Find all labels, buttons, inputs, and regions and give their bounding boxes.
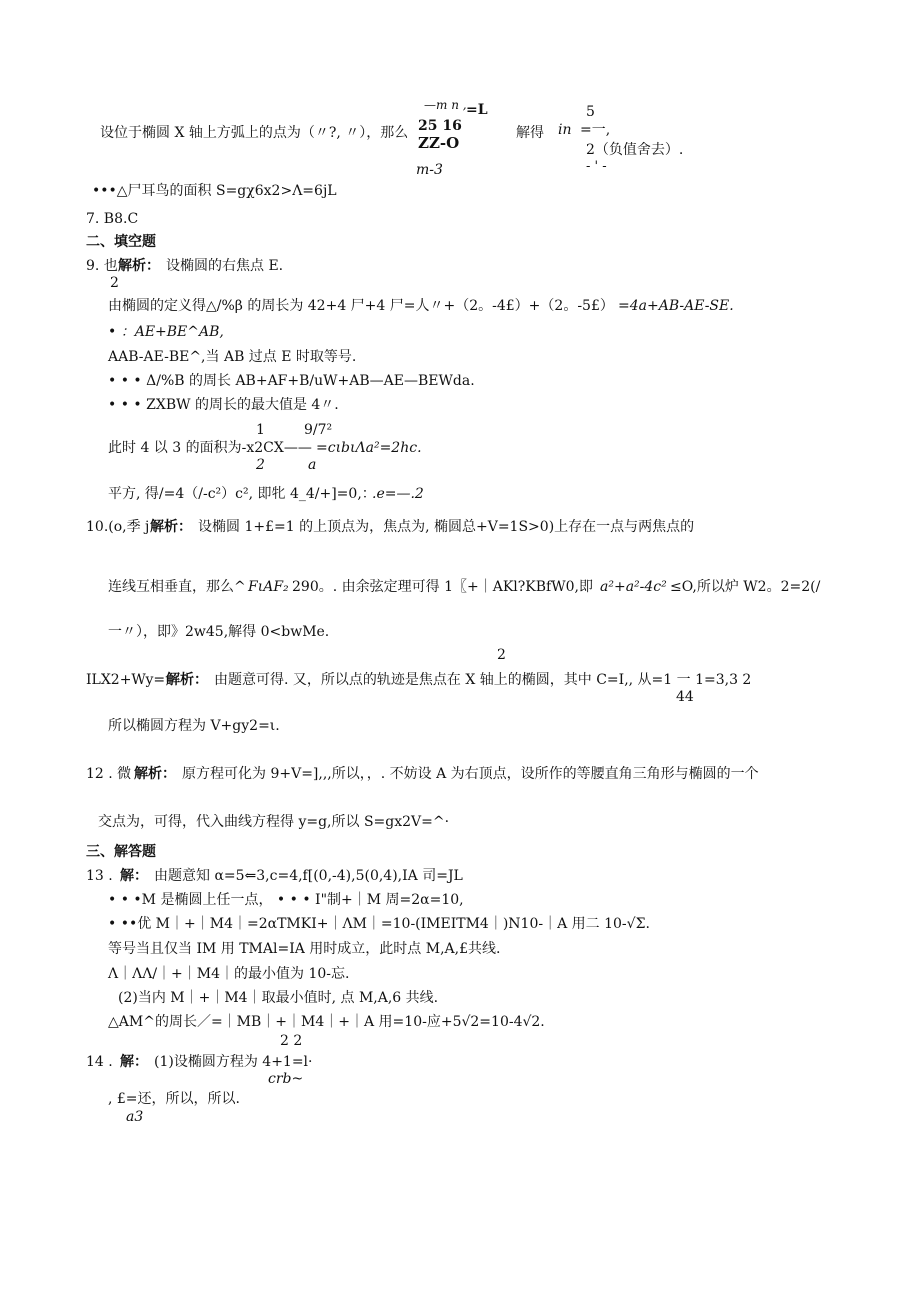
q9-line-3: • ：AE+BE^AB, bbox=[108, 324, 224, 340]
q13-number: 13 . bbox=[86, 868, 113, 884]
fraction-m3-fragment: m-3 bbox=[416, 162, 443, 178]
q12-text: 原方程可化为 9+V=],,,所以，，. 不妨设 A 为右顶点，设所作的等腰直角三角形与椭圆的一个 bbox=[182, 766, 759, 782]
fraction-numerator-fragment: —m n , bbox=[424, 98, 467, 112]
q11-text: 由题意可得. 又，所以点的轨迹是焦点在 X 轴上的椭圆，其中 C=I,, 从=1 一 1=3,3 2 bbox=[214, 672, 752, 688]
solution-equals: =一, bbox=[580, 122, 611, 138]
q9-frac-1: 1 bbox=[256, 422, 265, 438]
q10-text: 设椭圆 1+£=1 的上顶点为，焦点为, 椭圆总+V=1S>0)上存在一点与两焦点的 bbox=[198, 519, 695, 535]
q13-line-3: • ••优 M｜+｜M4｜=2αTMKI+｜ΛM｜=10-(IMEITM4｜)N10-｜A 用二 10-√Σ. bbox=[108, 916, 650, 932]
q14-a3: a3 bbox=[126, 1109, 144, 1125]
q9-line-2a: 由椭圆的定义得△/%β 的周长为 42+4 尸+4 尸=人〃+（2。-4£）+（2。-5£） bbox=[108, 298, 614, 314]
q14-number: 14 . bbox=[86, 1054, 113, 1070]
q9-line-7a: 此时 4 以 3 的面积为-x2CX—— bbox=[108, 440, 312, 456]
q14-two-two: 2 2 bbox=[280, 1033, 303, 1049]
q9-line-5: • • • Δ/%B 的周长 AB+AF+B/uW+AB—AE—BEWda. bbox=[108, 373, 475, 389]
q11-44: 44 bbox=[676, 689, 694, 705]
q10-line-2d: a²+a²-4c² bbox=[600, 579, 667, 595]
q14-text: (1)设椭圆方程为 4+1=l· bbox=[154, 1054, 313, 1070]
solution-var: in bbox=[558, 122, 572, 138]
q9-frac-2: 9/7² bbox=[304, 422, 333, 438]
q9-text: 设椭圆的右焦点 E. bbox=[166, 258, 284, 274]
q13-line-7: △AM^的周长／=｜MB｜+｜M4｜+｜A 用=10-应+5√2=10-4√2. bbox=[108, 1014, 545, 1030]
q9-number: 9. 也 bbox=[86, 258, 118, 274]
q11-number: ILX2+Wy=ι bbox=[86, 672, 171, 688]
q9-frac-3: 2 bbox=[256, 457, 265, 473]
q14-crb: crb~ bbox=[268, 1071, 304, 1087]
q9-line-4: AAB-AE-BE^,当 AB 过点 E 时取等号. bbox=[108, 349, 357, 365]
q14-line-2: , £=还，所以，所以. bbox=[108, 1091, 240, 1107]
section-fill-blank: 二、填空题 bbox=[86, 234, 156, 250]
line-2-area: •••△尸耳鸟的面积 S=gχ6x2>Λ=6jL bbox=[92, 183, 337, 199]
q14-solution-label: 解： bbox=[120, 1054, 148, 1070]
q11-line-2: 所以椭圆方程为 V+gy2=ι. bbox=[108, 718, 280, 734]
line-1-main: 设位于椭圆 X 轴上方弧上的点为（〃?, 〃），那么 bbox=[100, 125, 409, 141]
q11-two: 2 bbox=[497, 647, 506, 663]
q10-number: 10.(o,季 j bbox=[86, 519, 150, 535]
solution-five: 5 bbox=[586, 104, 595, 120]
q9-line-8a: 平方, 得/=4（/-c²）c², 即牝 4_4/+]=0,： bbox=[108, 486, 376, 502]
section-solutions: 三、解答题 bbox=[86, 844, 156, 860]
q9-line-6: • • • ZXBW 的周长的最大值是 4〃. bbox=[108, 397, 339, 413]
q10-line-2a: 连线互相垂直，那么^ bbox=[108, 579, 246, 595]
q13-line-4: 等号当且仅当 IM 用 TMAl=IA 用时成立，此时点 M,A,£共线. bbox=[108, 941, 501, 957]
q13-solution-label: 解： bbox=[120, 868, 148, 884]
q11-analysis-label: 解析： bbox=[166, 672, 208, 688]
answer-7-8: 7. B8.C bbox=[86, 211, 139, 227]
fraction-zzo-fragment: ZZ-O bbox=[418, 134, 460, 152]
q13-line-2: • • •M 是椭圆上任一点， • • • I"制+｜M 周=2α=10, bbox=[108, 892, 464, 908]
q13-text: 由题意知 α=5⇐3,c=4,f[(0,-4),5(0,4),IA 司=JL bbox=[154, 868, 463, 884]
q10-line-2e: ≤O,所以炉 W2。2=2(/ bbox=[670, 579, 821, 595]
q9-two: 2 bbox=[110, 275, 119, 291]
solution-negative-discarded: 2（负值舍去）. bbox=[586, 142, 684, 158]
q10-analysis-label: 解析： bbox=[150, 519, 192, 535]
q9-line-8b: .e=—.2 bbox=[372, 486, 424, 502]
fraction-equals-fragment: =L bbox=[466, 102, 488, 118]
solution-tail-marks: - ' - bbox=[586, 159, 607, 174]
q10-line-2b: FιAF₂ bbox=[248, 579, 289, 595]
solve-label: 解得 bbox=[516, 125, 544, 141]
q10-line-3: 一〃），即》2w45,解得 0<bwMe. bbox=[108, 624, 330, 640]
q12-number: 12 . 微 bbox=[86, 766, 132, 782]
q9-line-7b: =cιbιΛa²=2hc. bbox=[316, 440, 422, 456]
q12-line-2: 交点为，可得，代入曲线方程得 y=g,所以 S=gx2V=^· bbox=[98, 814, 450, 830]
fraction-denominator-fragment: 25 16 bbox=[418, 118, 462, 134]
q13-line-6: (2)当内 M｜+｜M4｜取最小值时, 点 M,A,6 共线. bbox=[118, 990, 439, 1006]
q10-line-2c: 290。. 由余弦定理可得 1〖+｜AKl?KBfW0,即 bbox=[292, 579, 593, 595]
q12-analysis-label: 解析： bbox=[134, 766, 176, 782]
q9-line-2b: =4a+AB-AE-SE. bbox=[618, 298, 734, 314]
q9-frac-4: a bbox=[308, 457, 317, 473]
q9-analysis-label: 解析： bbox=[118, 258, 160, 274]
q13-line-5: Λ｜ΛΛ/｜+｜M4｜的最小值为 10-忘. bbox=[108, 966, 350, 982]
